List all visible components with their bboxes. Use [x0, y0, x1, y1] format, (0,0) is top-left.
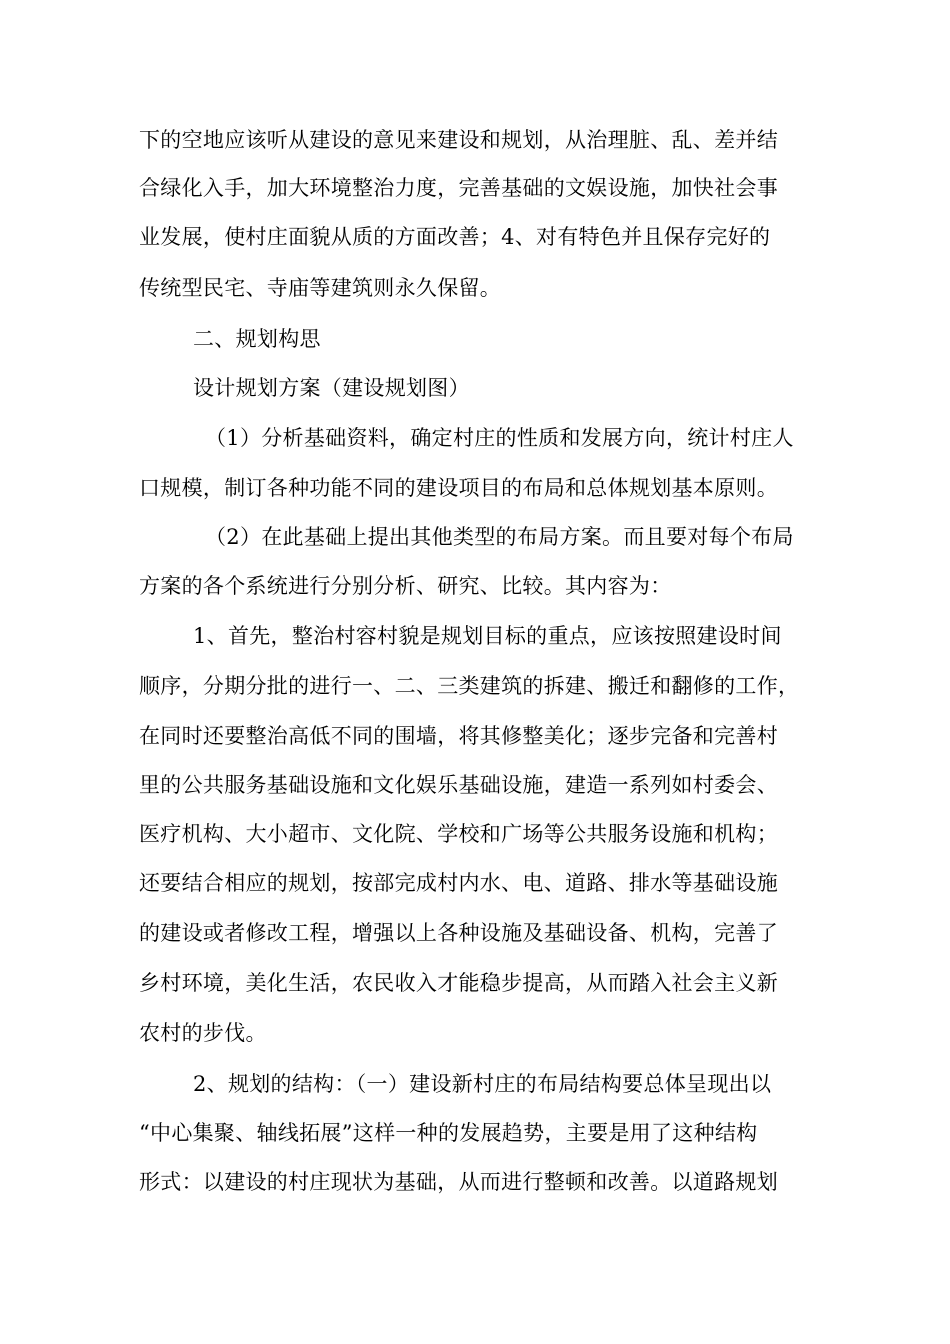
text-line-11: 1、首先，整治村容村貌是规划目标的重点，应该按照建设时间: [193, 624, 782, 648]
text-line-7: （1）分析基础资料，确定村庄的性质和发展方向，统计村庄人: [205, 426, 794, 450]
text-line-19: 农村的步伐。: [139, 1021, 267, 1045]
text-line-14: 里的公共服务基础设施和文化娱乐基础设施，建造一系列如村委会、: [139, 773, 778, 797]
text-line-3: 业发展，使村庄面貌从质的方面改善；4、对有特色并且保存完好的: [139, 225, 771, 249]
text-line-13: 在同时还要整治高低不同的围墙，将其修整美化；逐步完备和完善村: [139, 724, 778, 748]
text-line-20: 2、规划的结构：（一）建设新村庄的布局结构要总体呈现出以: [193, 1072, 772, 1096]
text-line-15: 医疗机构、大小超市、文化院、学校和广场等公共服务设施和机构；: [139, 822, 778, 846]
text-line-8: 口规模，制订各种功能不同的建设项目的布局和总体规划基本原则。: [139, 476, 778, 500]
text-line-22: 形式：以建设的村庄现状为基础，从而进行整顿和改善。以道路规划: [139, 1170, 778, 1194]
text-line-1: 下的空地应该听从建设的意见来建设和规划，从治理脏、乱、差并结: [139, 128, 778, 152]
text-line-2: 合绿化入手，加大环境整治力度，完善基础的文娱设施，加快社会事: [139, 176, 778, 200]
section-heading: 二、规划构思: [193, 327, 321, 351]
text-line-16: 还要结合相应的规划，按部完成村内水、电、道路、排水等基础设施: [139, 871, 778, 895]
text-line-9: （2）在此基础上提出其他类型的布局方案。而且要对每个布局: [205, 525, 794, 549]
text-line-21: “中心集聚、轴线拓展”这样一种的发展趋势，主要是用了这种结构: [139, 1121, 758, 1145]
text-line-18: 乡村环境，美化生活，农民收入才能稳步提高，从而踏入社会主义新: [139, 971, 778, 995]
text-line-12: 顺序，分期分批的进行一、二、三类建筑的拆建、搬迁和翻修的工作，: [139, 674, 800, 698]
text-line-17: 的建设或者修改工程，增强以上各种设施及基础设备、机构，完善了: [139, 921, 778, 945]
subheading: 设计规划方案（建设规划图）: [193, 376, 470, 400]
text-line-10: 方案的各个系统进行分别分析、研究、比较。其内容为：: [139, 574, 672, 598]
text-line-4: 传统型民宅、寺庙等建筑则永久保留。: [139, 276, 502, 300]
